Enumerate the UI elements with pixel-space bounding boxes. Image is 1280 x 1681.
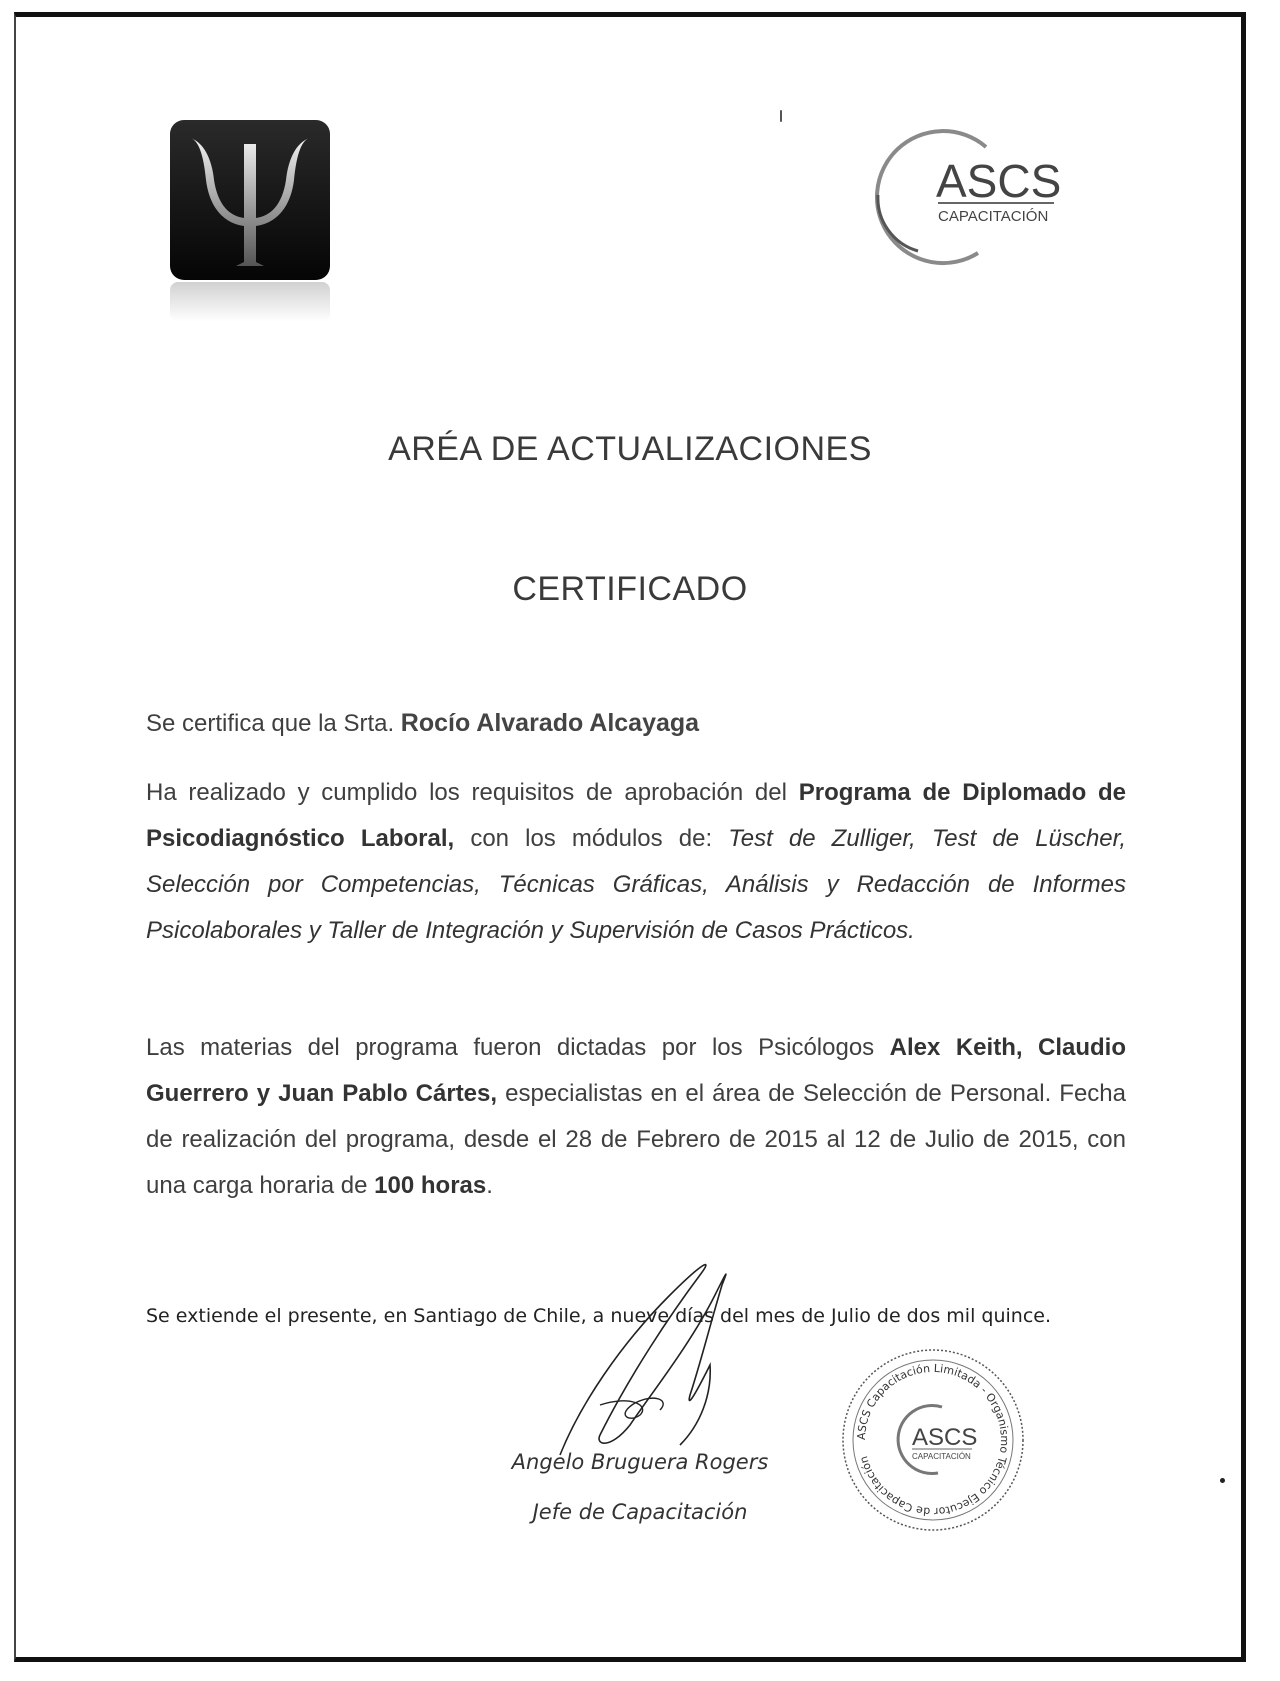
- certification-line: [146, 700, 1126, 747]
- psi-logo-reflection: [170, 282, 330, 322]
- handwritten-signature: [540, 1255, 790, 1465]
- document-title: CERTIFICADO: [512, 570, 748, 608]
- paragraph-end: .: [486, 1172, 493, 1199]
- area-title: ARÉA DE ACTUALIZACIONES: [388, 430, 872, 468]
- ascs-logo-name: ASCS: [936, 155, 1062, 207]
- program-paragraph: [146, 770, 1126, 954]
- seal-center-name: ASCS: [912, 1424, 978, 1451]
- ascs-seal-stamp: [838, 1345, 1028, 1535]
- program-hours: 100 horas: [374, 1172, 487, 1199]
- psi-logo: [170, 120, 330, 280]
- scan-speck: [1220, 1478, 1225, 1483]
- ascs-logo: [858, 125, 1078, 275]
- modules-list: Test de Zulliger, Test de Lüscher, Selección por Competencias, Técnicas Gráficas, Análisis y Redacción de Informes Psicolaborales y Taller de Integración y Supervisión de Casos Prácticos.: [146, 825, 1126, 944]
- seal-ring-text: ASCS Capacitación Limitada - Organismo Técnico Ejecutor de Capacitación: [854, 1361, 1012, 1519]
- recipient-name: Rocío Alvarado Alcayaga: [400, 709, 700, 737]
- ascs-logo-subtitle: CAPACITACIÓN: [938, 208, 1049, 225]
- instructors-lead: Las materias del programa fueron dictadas por los Psicólogos: [146, 1034, 875, 1061]
- signatory-name: Angelo Bruguera Rogers: [511, 1450, 769, 1474]
- signatory-title: Jefe de Capacitación: [532, 1500, 748, 1524]
- certification-intro: Se certifica que la Srta.: [146, 710, 395, 737]
- program-dates: especialistas en el área de Selección de Personal. Fecha de realización del programa, desde el 28 de Febrero de 2015 al 12 de Julio de 2015, con una carga horaria de: [146, 1080, 1127, 1199]
- closing-statement: Se extiende el presente, en Santiago de Chile, a nueve días del mes de Julio de dos mil quince.: [146, 1305, 1052, 1327]
- instructors-paragraph: [146, 1025, 1126, 1209]
- program-name: Programa de Diplomado de Psicodiagnóstico Laboral,: [146, 779, 1127, 852]
- modules-lead: con los módulos de:: [470, 825, 713, 852]
- program-lead: Ha realizado y cumplido los requisitos de aprobación del: [146, 779, 787, 806]
- instructor-names: Alex Keith, Claudio Guerrero y Juan Pablo Cártes,: [146, 1034, 1126, 1107]
- scan-speck: [780, 110, 782, 122]
- seal-center-subtitle: CAPACITACIÓN: [912, 1452, 971, 1461]
